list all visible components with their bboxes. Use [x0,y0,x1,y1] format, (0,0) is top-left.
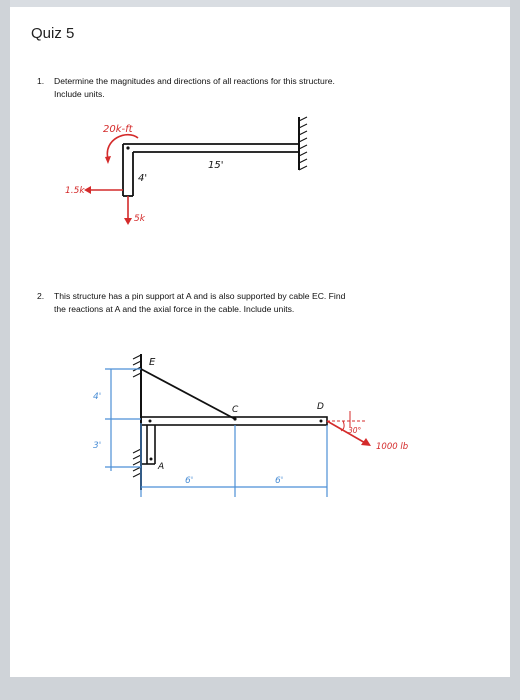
fig2-label-d: D [317,402,324,412]
fig1-vertical-arrowhead [124,218,132,225]
fig1-horizontal-force-label: 1.5k [65,186,85,196]
fig2-cable [141,369,235,419]
fig2-point-a [150,458,153,461]
fig2-upper-height-label: 4' [93,392,102,402]
fig2-wall-hatch-bottom [133,449,141,477]
question-1-line-1: Determine the magnitudes and directions of all reactions for this structure. [54,76,335,86]
fig1-horizontal-arrowhead [84,186,91,194]
figures-canvas [10,7,510,684]
fig2-joint [149,420,152,423]
fig2-angle-label: 30° [348,426,362,435]
question-2-line-2: the reactions at A and the axial force in the cable. Include units. [54,304,295,314]
fig2-load-label: 1000 lb [376,442,409,452]
quiz-title: Quiz 5 [31,25,75,42]
fig2-label-a: A [158,462,165,472]
bottom-gray-bar [0,677,520,700]
fig2-label-e: E [149,357,156,368]
fig2-span-right-label: 6' [275,476,284,486]
fig1-vertical-force-label: 5k [134,214,145,224]
fig1-moment-arrowhead [105,156,111,164]
quiz-page [10,0,510,677]
question-1-number: 1. [37,76,45,86]
fig2-span-left-label: 6' [185,476,194,486]
figure-2-frame [105,354,371,497]
fig1-horizontal-length-label: 15' [208,160,224,171]
fig2-label-c: C [232,405,239,415]
fig2-dimensions [105,369,327,497]
fig1-vertical-length-label: 4' [138,173,148,184]
fig1-moment-label: 20k-ft [103,124,133,135]
fig1-wall-hatch [299,117,307,170]
fig2-point-d [320,420,323,423]
question-2-number: 2. [37,291,45,301]
fig2-point-c [233,417,236,420]
question-1-line-2: Include units. [54,89,105,99]
fig2-lower-height-label: 3' [93,441,102,451]
fig1-joint [126,146,129,149]
question-2-line-1: This structure has a pin support at A and is also supported by cable EC. Find [54,291,346,301]
fig2-wall-hatch-top [133,355,141,377]
